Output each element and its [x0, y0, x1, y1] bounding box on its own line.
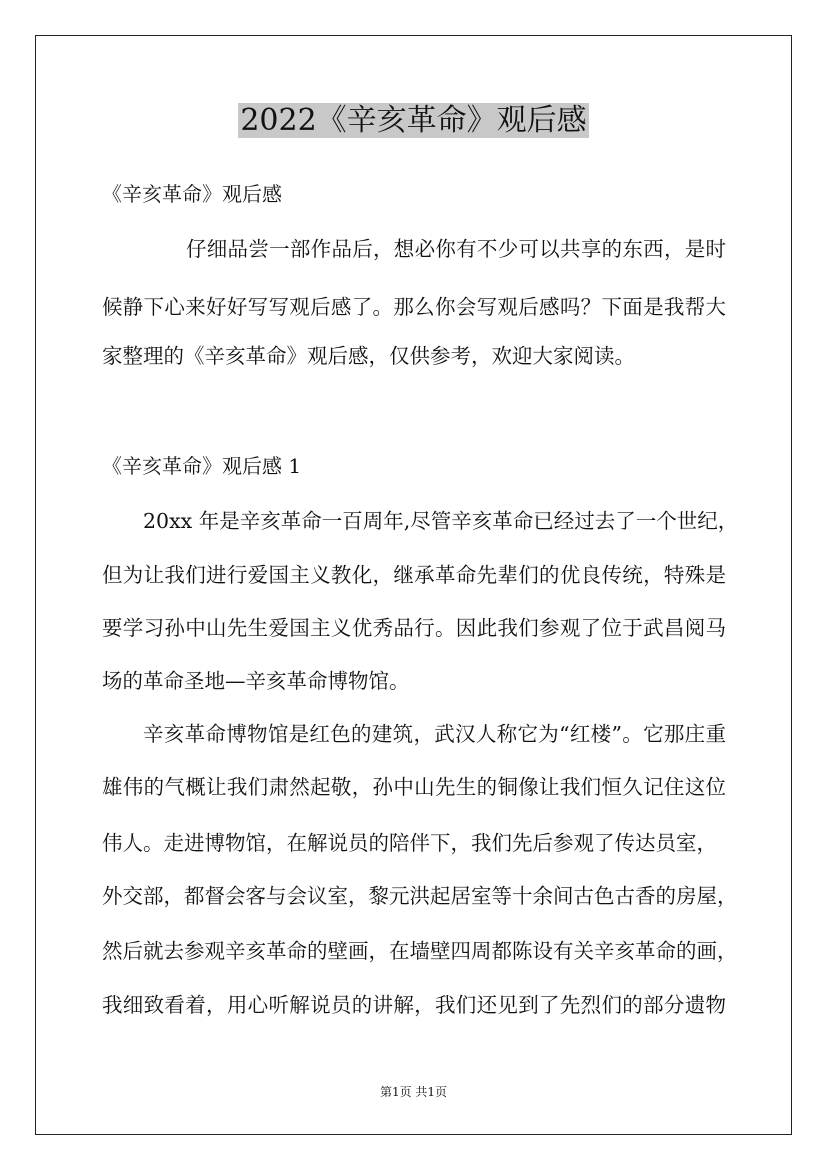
para2-line-3: 伟人。走进博物馆，在解说员的陪伴下，我们先后参观了传达员室，	[102, 831, 717, 855]
intro-line-3: 家整理的《辛亥革命》观后感，仅供参考，欢迎大家阅读。	[102, 344, 635, 368]
section-heading-1: 《辛亥革命》观后感 1	[102, 454, 302, 478]
para2-line-4: 外交部，都督会客与会议室，黎元洪起居室等十余间古色古香的房屋，	[102, 884, 738, 908]
document-title: 2022《辛亥革命》观后感	[240, 103, 587, 138]
para2-line-6: 我细致看着，用心听解说员的讲解，我们还见到了先烈们的部分遗物	[102, 993, 726, 1017]
para1-line-1: 20xx 年是辛亥革命一百周年,尽管辛亥革命已经过去了一个世纪，	[143, 509, 739, 533]
para2-line-5: 然后就去参观辛亥革命的壁画，在墙壁四周都陈设有关辛亥革命的画，	[102, 939, 738, 963]
para2-line-2: 雄伟的气概让我们肃然起敬，孙中山先生的铜像让我们恒久记住这位	[102, 775, 726, 799]
document-title-container	[0, 100, 827, 142]
para1-line-3: 要学习孙中山先生爱国主义优秀品行。因此我们参观了位于武昌阅马	[102, 616, 726, 640]
para1-line-4: 场的革命圣地—辛亥革命博物馆。	[102, 669, 410, 693]
intro-line-2: 候静下心来好好写写观后感了。那么你会写观后感吗？下面是我帮大	[102, 295, 726, 319]
page-footer: 第1页 共1页	[379, 1085, 448, 1099]
subtitle: 《辛亥革命》观后感	[102, 182, 282, 206]
para1-line-2: 但为让我们进行爱国主义教化，继承革命先辈们的优良传统，特殊是	[102, 563, 726, 587]
intro-line-1: 仔细品尝一部作品后，想必你有不少可以共享的东西，是时	[186, 237, 726, 261]
para2-line-1: 辛亥革命博物馆是红色的建筑，武汉人称它为“红楼”。它那庄重	[143, 722, 726, 746]
